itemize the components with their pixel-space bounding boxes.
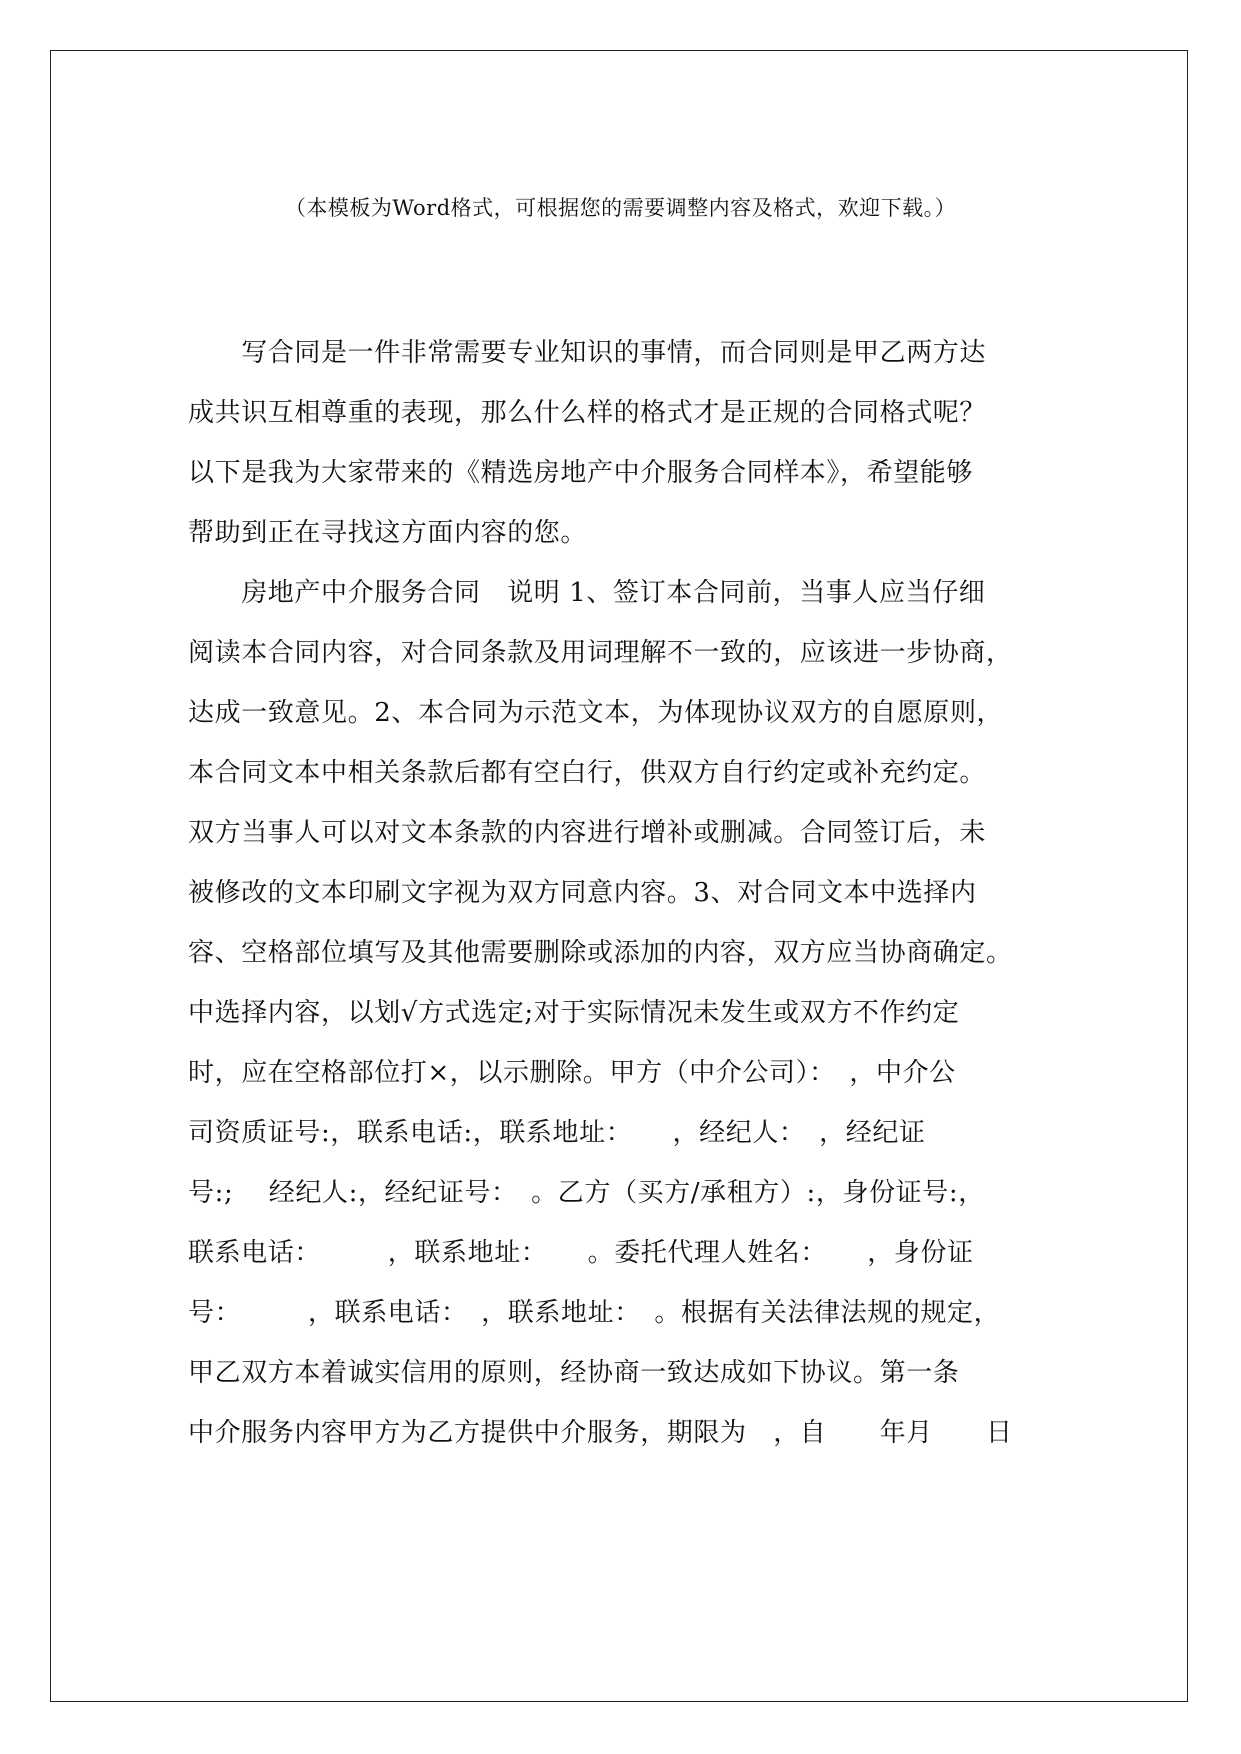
template-note: （本模板为Word格式，可根据您的需要调整内容及格式，欢迎下载。） bbox=[284, 196, 957, 220]
body-line-16: 联系电话： ，联系地址： 。委托代理人姓名： ，身份证 bbox=[188, 1238, 974, 1268]
body-line-9: 双方当事人可以对文本条款的内容进行增补或删减。合同签订后，未 bbox=[188, 818, 987, 848]
body-line-14: 司资质证号:，联系电话:，联系地址： ，经纪人： ，经纪证 bbox=[188, 1118, 926, 1148]
body-line-4: 帮助到正在寻找这方面内容的您。 bbox=[188, 518, 588, 548]
body-line-1: 写合同是一件非常需要专业知识的事情，而合同则是甲乙两方达 bbox=[188, 338, 987, 368]
body-line-8: 本合同文本中相关条款后都有空白行，供双方自行约定或补充约定。 bbox=[188, 758, 987, 788]
body-line-6: 阅读本合同内容，对合同条款及用词理解不一致的，应该进一步协商， bbox=[188, 638, 1013, 668]
body-line-11: 容、空格部位填写及其他需要删除或添加的内容，双方应当协商确定。 bbox=[188, 938, 1013, 968]
body-line-19: 中介服务内容甲方为乙方提供中介服务，期限为 ，自 年月 日 bbox=[188, 1418, 1013, 1448]
body-line-5: 房地产中介服务合同 说明 1、签订本合同前，当事人应当仔细 bbox=[188, 578, 986, 608]
body-line-13: 时，应在空格部位打×，以示删除。甲方（中介公司）： ，中介公 bbox=[188, 1058, 956, 1088]
body-line-3: 以下是我为大家带来的《精选房地产中介服务合同样本》，希望能够 bbox=[188, 458, 974, 488]
body-line-2: 成共识互相尊重的表现，那么什么样的格式才是正规的合同格式呢？ bbox=[188, 398, 987, 428]
body-line-17: 号： ，联系电话： ，联系地址： 。根据有关法律法规的规定， bbox=[188, 1298, 1001, 1328]
body-line-18: 甲乙双方本着诚实信用的原则，经协商一致达成如下协议。第一条 bbox=[188, 1358, 960, 1388]
body-line-7: 达成一致意见。2、本合同为示范文本，为体现协议双方的自愿原则， bbox=[188, 698, 1004, 728]
body-line-10: 被修改的文本印刷文字视为双方同意内容。3、对合同文本中选择内 bbox=[188, 878, 977, 908]
body-line-12: 中选择内容，以划√方式选定;对于实际情况未发生或双方不作约定 bbox=[188, 998, 960, 1028]
body-line-15: 号:; 经纪人:，经纪证号： 。乙方（买方/承租方）:，身份证号:， bbox=[188, 1178, 985, 1208]
